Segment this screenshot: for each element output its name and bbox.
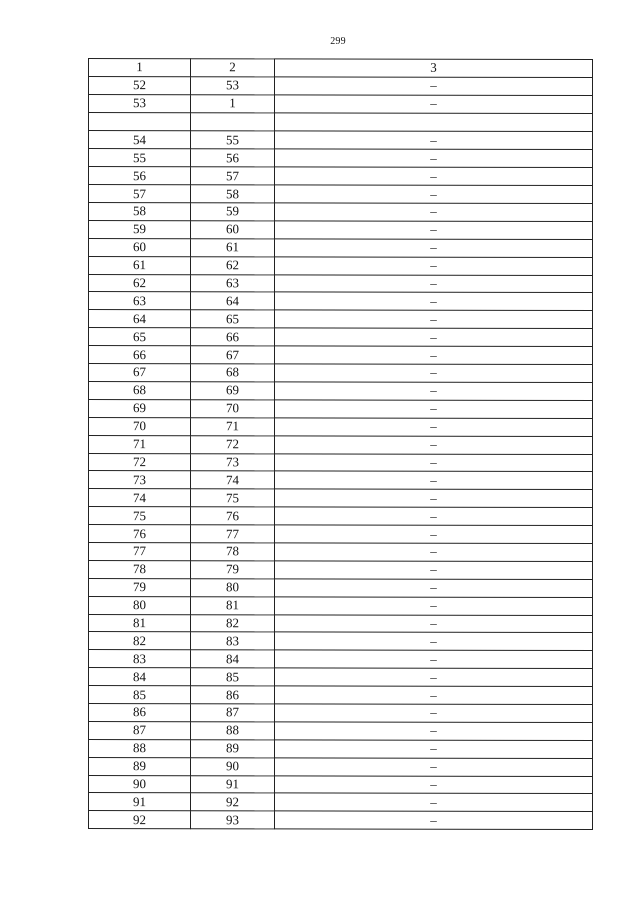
table-cell-col3: – <box>275 400 593 419</box>
table-cell-col1: 75 <box>89 507 191 525</box>
table-cell-col1: 70 <box>89 417 191 435</box>
table-cell-col1: 52 <box>89 76 191 94</box>
table-cell-col2: 55 <box>191 131 275 149</box>
table-row <box>89 364 593 383</box>
table-cell-col1: 76 <box>89 525 191 543</box>
table-cell-col3: – <box>275 686 593 705</box>
table-cell-col2: 76 <box>191 507 275 525</box>
table-row <box>89 668 593 687</box>
table-cell-col2 <box>191 112 275 131</box>
table-cell-col1: 82 <box>89 632 191 650</box>
table-row <box>89 310 593 329</box>
table-cell-col2: 89 <box>191 739 275 757</box>
table-cell-col1: 85 <box>89 686 191 704</box>
table-cell-col2: 58 <box>191 185 275 203</box>
column-header-1: 1 <box>89 59 191 77</box>
table-row <box>89 775 593 794</box>
table-row <box>89 507 593 526</box>
table-row <box>89 256 593 275</box>
table-row <box>89 328 593 347</box>
table-row <box>89 238 593 257</box>
table-cell-col3: – <box>275 489 593 508</box>
table-cell-col2: 86 <box>191 686 275 704</box>
table-row <box>89 399 593 418</box>
table-cell-col1: 78 <box>89 560 191 578</box>
table-cell-col1: 71 <box>89 435 191 453</box>
table-row <box>89 614 593 633</box>
table-row <box>89 435 593 454</box>
table-cell-col1: 54 <box>89 131 191 149</box>
table-cell-col3: – <box>275 310 593 329</box>
table-cell-col2: 84 <box>191 650 275 668</box>
table-cell-col1: 80 <box>89 596 191 614</box>
table-cell-col1: 64 <box>89 310 191 328</box>
table-row <box>89 721 593 740</box>
table-cell-col2: 80 <box>191 578 275 596</box>
table-cell-col1 <box>89 112 191 131</box>
table-cell-col2: 59 <box>191 203 275 221</box>
table-cell-col1: 66 <box>89 346 191 364</box>
table-row <box>89 525 593 544</box>
table-cell-col1: 87 <box>89 721 191 739</box>
table-cell-col3: – <box>275 793 593 812</box>
table-cell-col3: – <box>275 185 593 204</box>
table-row <box>89 686 593 705</box>
table-cell-col1: 63 <box>89 292 191 310</box>
table-cell-col2: 82 <box>191 614 275 632</box>
table-cell-col3: – <box>275 364 593 383</box>
table-cell-col2: 85 <box>191 668 275 686</box>
table-row <box>89 542 593 561</box>
table-cell-col1: 88 <box>89 739 191 757</box>
table-cell-col2: 66 <box>191 328 275 346</box>
table-cell-col2: 81 <box>191 596 275 614</box>
table-cell-col3: – <box>275 257 593 276</box>
table-cell-col3: – <box>275 131 593 150</box>
table-cell-col2: 70 <box>191 400 275 418</box>
table-cell-col3: – <box>275 453 593 472</box>
table-cell-col2: 53 <box>191 77 275 95</box>
table-row <box>89 596 593 615</box>
table-row <box>89 112 593 132</box>
table-cell-col3: – <box>275 632 593 651</box>
table-cell-col1: 83 <box>89 650 191 668</box>
table-cell-col2: 92 <box>191 793 275 811</box>
table-cell-col3: – <box>275 239 593 258</box>
table-cell-col3: – <box>275 650 593 669</box>
column-header-2: 2 <box>191 59 275 77</box>
table-cell-col3: – <box>275 149 593 168</box>
table-row <box>89 381 593 400</box>
table-cell-col3: – <box>275 77 593 96</box>
table-cell-col2: 71 <box>191 417 275 435</box>
table-cell-col1: 62 <box>89 274 191 292</box>
table-cell-col3: – <box>275 95 593 114</box>
table-cell-col3: – <box>275 740 593 759</box>
table-cell-col2: 74 <box>191 471 275 489</box>
table-cell-col1: 68 <box>89 381 191 399</box>
table-row <box>89 739 593 758</box>
table-cell-col2: 88 <box>191 722 275 740</box>
table-cell-col3: – <box>275 507 593 526</box>
table-cell-col2: 79 <box>191 561 275 579</box>
table-row <box>89 703 593 722</box>
table-cell-col1: 53 <box>89 94 191 112</box>
table-row <box>89 489 593 508</box>
table-cell-col3: – <box>275 167 593 186</box>
table-cell-col2: 72 <box>191 435 275 453</box>
table-cell-col2: 69 <box>191 382 275 400</box>
table-cell-col2: 57 <box>191 167 275 185</box>
table-cell-col3: – <box>275 274 593 293</box>
column-header-3: 3 <box>275 59 593 78</box>
data-table <box>88 58 593 830</box>
table-row <box>89 811 593 830</box>
table-cell-col2: 64 <box>191 292 275 310</box>
table-row <box>89 650 593 669</box>
table-cell-col3: – <box>275 614 593 633</box>
table-cell-col1: 74 <box>89 489 191 507</box>
table-cell-col1: 67 <box>89 364 191 382</box>
table-cell-col1: 89 <box>89 757 191 775</box>
table-cell-col2: 87 <box>191 704 275 722</box>
table-cell-col3: – <box>275 435 593 454</box>
table-cell-col3: – <box>275 668 593 687</box>
table-cell-col3: – <box>275 543 593 562</box>
table-cell-col1: 90 <box>89 775 191 793</box>
table-cell-col1: 60 <box>89 238 191 256</box>
table-cell-col1: 59 <box>89 220 191 238</box>
table-row <box>89 417 593 436</box>
table-cell-col2: 67 <box>191 346 275 364</box>
table-cell-col3: – <box>275 346 593 365</box>
table-cell-col3: – <box>275 382 593 401</box>
table-cell-col3 <box>275 113 593 132</box>
table-cell-col1: 86 <box>89 703 191 721</box>
table-cell-col3: – <box>275 597 593 616</box>
table-row <box>89 203 593 222</box>
table-header-row <box>89 59 593 78</box>
table-cell-col3: – <box>275 471 593 490</box>
table-row <box>89 185 593 204</box>
table-cell-col1: 81 <box>89 614 191 632</box>
table-cell-col3: – <box>275 221 593 240</box>
table-row <box>89 346 593 365</box>
table-cell-col1: 58 <box>89 203 191 221</box>
table-cell-col1: 61 <box>89 256 191 274</box>
table-cell-col1: 91 <box>89 793 191 811</box>
table-cell-col1: 84 <box>89 668 191 686</box>
table-cell-col1: 77 <box>89 542 191 560</box>
table-cell-col2: 65 <box>191 310 275 328</box>
table-header <box>89 59 593 78</box>
table-row <box>89 274 593 293</box>
table-cell-col1: 73 <box>89 471 191 489</box>
table-cell-col3: – <box>275 418 593 437</box>
table-row <box>89 471 593 490</box>
table-cell-col1: 56 <box>89 167 191 185</box>
table-cell-col2: 56 <box>191 149 275 167</box>
table-cell-col2: 62 <box>191 256 275 274</box>
table-cell-col2: 1 <box>191 94 275 112</box>
table-row <box>89 793 593 812</box>
table-row <box>89 292 593 311</box>
table-cell-col3: – <box>275 722 593 741</box>
table-cell-col2: 93 <box>191 811 275 829</box>
table-cell-col2: 68 <box>191 364 275 382</box>
table-cell-col1: 65 <box>89 328 191 346</box>
table-cell-col2: 61 <box>191 239 275 257</box>
table-cell-col3: – <box>275 525 593 544</box>
table-cell-col2: 90 <box>191 757 275 775</box>
table-cell-col2: 83 <box>191 632 275 650</box>
table-row <box>89 757 593 776</box>
table-row <box>89 76 593 95</box>
table-cell-col3: – <box>275 811 593 830</box>
page-number: 299 <box>330 36 346 47</box>
table-cell-col2: 60 <box>191 221 275 239</box>
table-row <box>89 94 593 113</box>
table-cell-col3: – <box>275 292 593 311</box>
table-cell-col2: 91 <box>191 775 275 793</box>
table-cell-col1: 57 <box>89 185 191 203</box>
table-body <box>89 76 593 829</box>
table-cell-col3: – <box>275 704 593 723</box>
table-row <box>89 131 593 150</box>
table-cell-col3: – <box>275 203 593 222</box>
table-row <box>89 220 593 239</box>
table-cell-col3: – <box>275 758 593 777</box>
table-row <box>89 560 593 579</box>
table-cell-col3: – <box>275 328 593 347</box>
table-cell-col2: 75 <box>191 489 275 507</box>
table-row <box>89 578 593 597</box>
table-cell-col2: 78 <box>191 543 275 561</box>
table-cell-col3: – <box>275 561 593 580</box>
table-cell-col2: 63 <box>191 274 275 292</box>
table-row <box>89 149 593 168</box>
table-cell-col3: – <box>275 579 593 598</box>
table-row <box>89 167 593 186</box>
table-cell-col2: 77 <box>191 525 275 543</box>
table-row <box>89 453 593 472</box>
table-cell-col1: 79 <box>89 578 191 596</box>
table-cell-col1: 92 <box>89 811 191 829</box>
table-cell-col3: – <box>275 775 593 794</box>
table-cell-col1: 72 <box>89 453 191 471</box>
table-row <box>89 632 593 651</box>
table-cell-col1: 55 <box>89 149 191 167</box>
table-cell-col1: 69 <box>89 399 191 417</box>
table-cell-col2: 73 <box>191 453 275 471</box>
